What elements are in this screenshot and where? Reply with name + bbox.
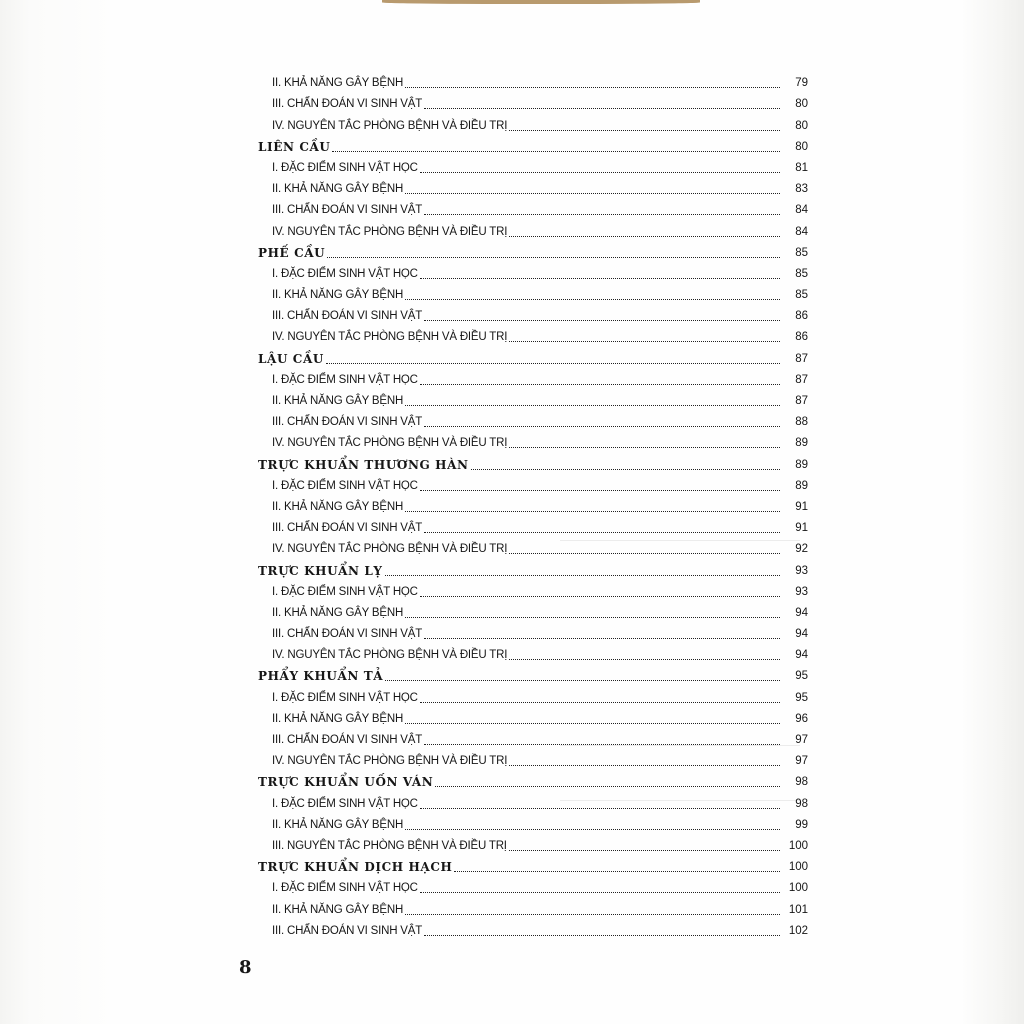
toc-section-heading	[248, 451, 808, 472]
toc-entry-page-number: 85	[795, 246, 808, 259]
toc-entry	[248, 706, 808, 727]
toc-entry-page-number: 89	[795, 458, 808, 471]
toc-entry	[248, 282, 808, 303]
dot-leader	[420, 596, 780, 597]
toc-entry-page-number: 79	[795, 77, 808, 90]
dot-leader	[420, 278, 780, 279]
toc-entry-title: IV. NGUYÊN TẮC PHÒNG BỆNH VÀ ĐIỀU TRỊ	[272, 331, 508, 344]
toc-entry	[248, 896, 808, 917]
toc-entry-title: I. ĐẶC ĐIỂM SINH VẬT HỌC	[272, 373, 418, 386]
toc-entry-page-number: 91	[795, 522, 808, 535]
toc-entry	[248, 684, 808, 705]
toc-entry-title: II. KHẢ NĂNG GÂY BỆNH	[272, 712, 404, 725]
toc-entry	[248, 833, 808, 854]
dot-leader	[424, 108, 780, 109]
dot-leader	[420, 172, 780, 173]
toc-entry-page-number: 94	[795, 606, 808, 619]
toc-entry-title: IV. NGUYÊN TẮC PHÒNG BỆNH VÀ ĐIỀU TRỊ	[272, 755, 508, 768]
toc-entry	[248, 218, 808, 239]
toc-entry-title: IV. NGUYÊN TẮC PHÒNG BỆNH VÀ ĐIỀU TRỊ	[272, 543, 508, 556]
toc-entry-page-number: 89	[795, 437, 808, 450]
toc-entry-page-number: 97	[795, 734, 808, 746]
toc-entry	[248, 494, 808, 515]
toc-entry-page-number: 84	[795, 204, 808, 217]
toc-entry-page-number: 98	[795, 797, 808, 810]
toc-entry	[248, 790, 808, 811]
dot-leader	[332, 151, 780, 152]
dot-leader	[424, 744, 780, 745]
toc-entry-title: IV. NGUYÊN TẮC PHÒNG BỆNH VÀ ĐIỀU TRỊ	[272, 437, 508, 450]
toc-entry	[248, 600, 808, 621]
dot-leader	[509, 130, 780, 131]
dot-leader	[424, 935, 780, 936]
toc-entry	[248, 388, 808, 409]
toc-entry-page-number: 93	[795, 564, 808, 577]
toc-entry	[248, 579, 808, 600]
dot-leader	[424, 426, 780, 427]
toc-entry-page-number: 100	[788, 861, 808, 874]
toc-entry-page-number: 99	[795, 818, 808, 831]
dot-leader	[420, 702, 780, 703]
toc-entry-page-number: 86	[795, 310, 808, 323]
toc-entry-title: I. ĐẶC ĐIỂM SINH VẬT HỌC	[272, 691, 418, 704]
toc-entry	[248, 112, 808, 133]
toc-entry-page-number: 80	[795, 140, 808, 153]
dot-leader	[424, 214, 780, 215]
toc-entry-page-number: 80	[795, 98, 808, 111]
toc-entry-title: I. ĐẶC ĐIỂM SINH VẬT HỌC	[272, 479, 418, 492]
dot-leader	[420, 808, 780, 809]
toc-entry	[248, 367, 808, 388]
toc-entry-title: II. KHẢ NĂNG GÂY BỆNH	[272, 500, 404, 513]
page-number: 8	[239, 957, 252, 978]
toc-entry-title: III. CHẨN ĐOÁN VI SINH VẬT	[272, 734, 423, 746]
dot-leader	[385, 575, 780, 576]
toc-entry-title: I. ĐẶC ĐIỂM SINH VẬT HỌC	[272, 161, 418, 174]
dot-leader	[509, 341, 780, 342]
dot-leader	[405, 914, 780, 915]
toc-entry-page-number: 81	[795, 161, 808, 174]
dot-leader	[405, 405, 780, 406]
toc-section-heading	[248, 769, 808, 790]
toc-entry-page-number: 87	[795, 373, 808, 386]
toc-entry-title: II. KHẢ NĂNG GÂY BỆNH	[272, 289, 404, 302]
toc-entry-page-number: 101	[788, 903, 808, 916]
dot-leader	[385, 680, 780, 681]
toc-entry-title: IV. NGUYÊN TẮC PHÒNG BỆNH VÀ ĐIỀU TRỊ	[272, 649, 508, 662]
toc-entry-page-number: 97	[795, 755, 808, 768]
toc-entry-page-number: 85	[795, 267, 808, 280]
toc-entry-page-number: 87	[795, 395, 808, 407]
toc-entry	[248, 621, 808, 642]
toc-entry	[248, 748, 808, 769]
toc-entry-page-number: 100	[788, 839, 808, 852]
toc-entry-title: III. NGUYÊN TẮC PHÒNG BỆNH VÀ ĐIỀU TRỊ	[272, 839, 507, 852]
dot-leader	[509, 659, 780, 660]
toc-entry-title: IV. NGUYÊN TẮC PHÒNG BỆNH VÀ ĐIỀU TRỊ	[272, 119, 508, 132]
dot-leader	[424, 638, 780, 639]
toc-entry-page-number: 87	[795, 352, 808, 365]
toc-entry-page-number: 94	[795, 649, 808, 662]
toc-entry	[248, 176, 808, 197]
table-of-contents	[248, 70, 808, 939]
toc-entry-page-number: 100	[788, 882, 808, 895]
dot-leader	[424, 320, 780, 321]
toc-entry-title: PHẨY KHUẨN TẢ	[258, 669, 384, 684]
dot-leader	[509, 553, 780, 554]
toc-entry-title: TRỰC KHUẨN DỊCH HẠCH	[258, 860, 453, 875]
book-binding-edge	[382, 0, 700, 4]
toc-entry-title: II. KHẢ NĂNG GÂY BỆNH	[272, 818, 404, 831]
toc-entry-page-number: 102	[788, 924, 808, 937]
toc-section-heading	[248, 854, 808, 875]
toc-entry-title: III. CHẨN ĐOÁN VI SINH VẬT	[272, 628, 423, 641]
toc-entry-page-number: 84	[795, 225, 808, 238]
toc-entry-title: III. CHẨN ĐOÁN VI SINH VẬT	[272, 522, 423, 535]
toc-entry	[248, 515, 808, 536]
toc-entry-title: I. ĐẶC ĐIỂM SINH VẬT HỌC	[272, 267, 418, 280]
dot-leader	[454, 871, 780, 872]
dot-leader	[471, 469, 780, 470]
toc-entry	[248, 473, 808, 494]
toc-entry	[248, 536, 808, 557]
dot-leader	[509, 850, 780, 851]
toc-entry-title: I. ĐẶC ĐIỂM SINH VẬT HỌC	[272, 585, 418, 598]
dot-leader	[405, 511, 780, 512]
toc-entry-page-number: 93	[795, 585, 808, 598]
toc-entry	[248, 918, 808, 939]
toc-entry-title: II. KHẢ NĂNG GÂY BỆNH	[272, 183, 404, 196]
toc-entry	[248, 261, 808, 282]
toc-entry-title: TRỰC KHUẨN UỐN VÁN	[258, 775, 434, 790]
dot-leader	[405, 723, 780, 724]
toc-section-heading	[248, 134, 808, 155]
toc-entry-title: II. KHẢ NĂNG GÂY BỆNH	[272, 77, 404, 90]
dot-leader	[326, 363, 780, 364]
dot-leader	[405, 829, 780, 830]
dot-leader	[327, 257, 780, 258]
toc-section-heading	[248, 345, 808, 366]
toc-entry	[248, 727, 808, 748]
toc-entry	[248, 642, 808, 663]
toc-entry	[248, 91, 808, 112]
toc-section-heading	[248, 663, 808, 684]
toc-entry-page-number: 92	[795, 543, 808, 556]
toc-entry-page-number: 85	[795, 289, 808, 302]
toc-entry-page-number: 80	[795, 119, 808, 132]
dot-leader	[405, 193, 780, 194]
toc-entry	[248, 70, 808, 91]
toc-entry	[248, 409, 808, 430]
toc-entry	[248, 430, 808, 451]
toc-entry-title: PHẾ CẦU	[258, 245, 326, 260]
toc-entry-page-number: 83	[795, 183, 808, 196]
toc-entry-title: III. CHẨN ĐOÁN VI SINH VẬT	[272, 98, 423, 111]
dot-leader	[420, 490, 780, 491]
dot-leader	[509, 447, 780, 448]
toc-entry-title: I. ĐẶC ĐIỂM SINH VẬT HỌC	[272, 797, 418, 810]
toc-section-heading	[248, 557, 808, 578]
toc-entry-title: III. CHẨN ĐOÁN VI SINH VẬT	[272, 204, 423, 217]
toc-entry-title: III. CHẨN ĐOÁN VI SINH VẬT	[272, 416, 423, 429]
dot-leader	[405, 617, 780, 618]
toc-entry	[248, 197, 808, 218]
dot-leader	[424, 532, 780, 533]
toc-entry-title: LIÊN CẦU	[258, 139, 331, 154]
dot-leader	[435, 786, 780, 787]
toc-entry-title: TRỰC KHUẨN THƯƠNG HÀN	[258, 457, 469, 472]
toc-entry-page-number: 96	[795, 712, 808, 725]
toc-entry-page-number: 94	[795, 628, 808, 641]
toc-entry-title: II. KHẢ NĂNG GÂY BỆNH	[272, 903, 404, 916]
toc-section-heading	[248, 240, 808, 261]
toc-entry	[248, 155, 808, 176]
toc-entry-title: II. KHẢ NĂNG GÂY BỆNH	[272, 606, 404, 619]
dot-leader	[420, 384, 780, 385]
toc-entry	[248, 303, 808, 324]
toc-entry-title: III. CHẨN ĐOÁN VI SINH VẬT	[272, 924, 423, 937]
toc-entry-page-number: 86	[795, 331, 808, 344]
toc-entry-title: II. KHẢ NĂNG GÂY BỆNH	[272, 395, 404, 407]
dot-leader	[509, 765, 780, 766]
toc-entry-title: TRỰC KHUẨN LỴ	[258, 563, 383, 578]
toc-entry-page-number: 89	[795, 479, 808, 492]
dot-leader	[405, 299, 780, 300]
toc-entry-page-number: 91	[795, 500, 808, 513]
toc-entry-title: III. CHẨN ĐOÁN VI SINH VẬT	[272, 310, 423, 323]
dot-leader	[405, 87, 780, 88]
dot-leader	[420, 892, 780, 893]
toc-entry-title: LẬU CẦU	[258, 351, 324, 366]
toc-entry-page-number: 88	[795, 416, 808, 429]
toc-entry-page-number: 95	[795, 670, 808, 683]
toc-entry-page-number: 95	[795, 691, 808, 704]
dot-leader	[509, 236, 780, 237]
toc-entry-title: IV. NGUYÊN TẮC PHÒNG BỆNH VÀ ĐIỀU TRỊ	[272, 225, 508, 238]
toc-entry-page-number: 98	[795, 776, 808, 789]
toc-entry	[248, 324, 808, 345]
toc-entry-title: I. ĐẶC ĐIỂM SINH VẬT HỌC	[272, 882, 418, 895]
toc-entry	[248, 812, 808, 833]
toc-entry	[248, 875, 808, 896]
